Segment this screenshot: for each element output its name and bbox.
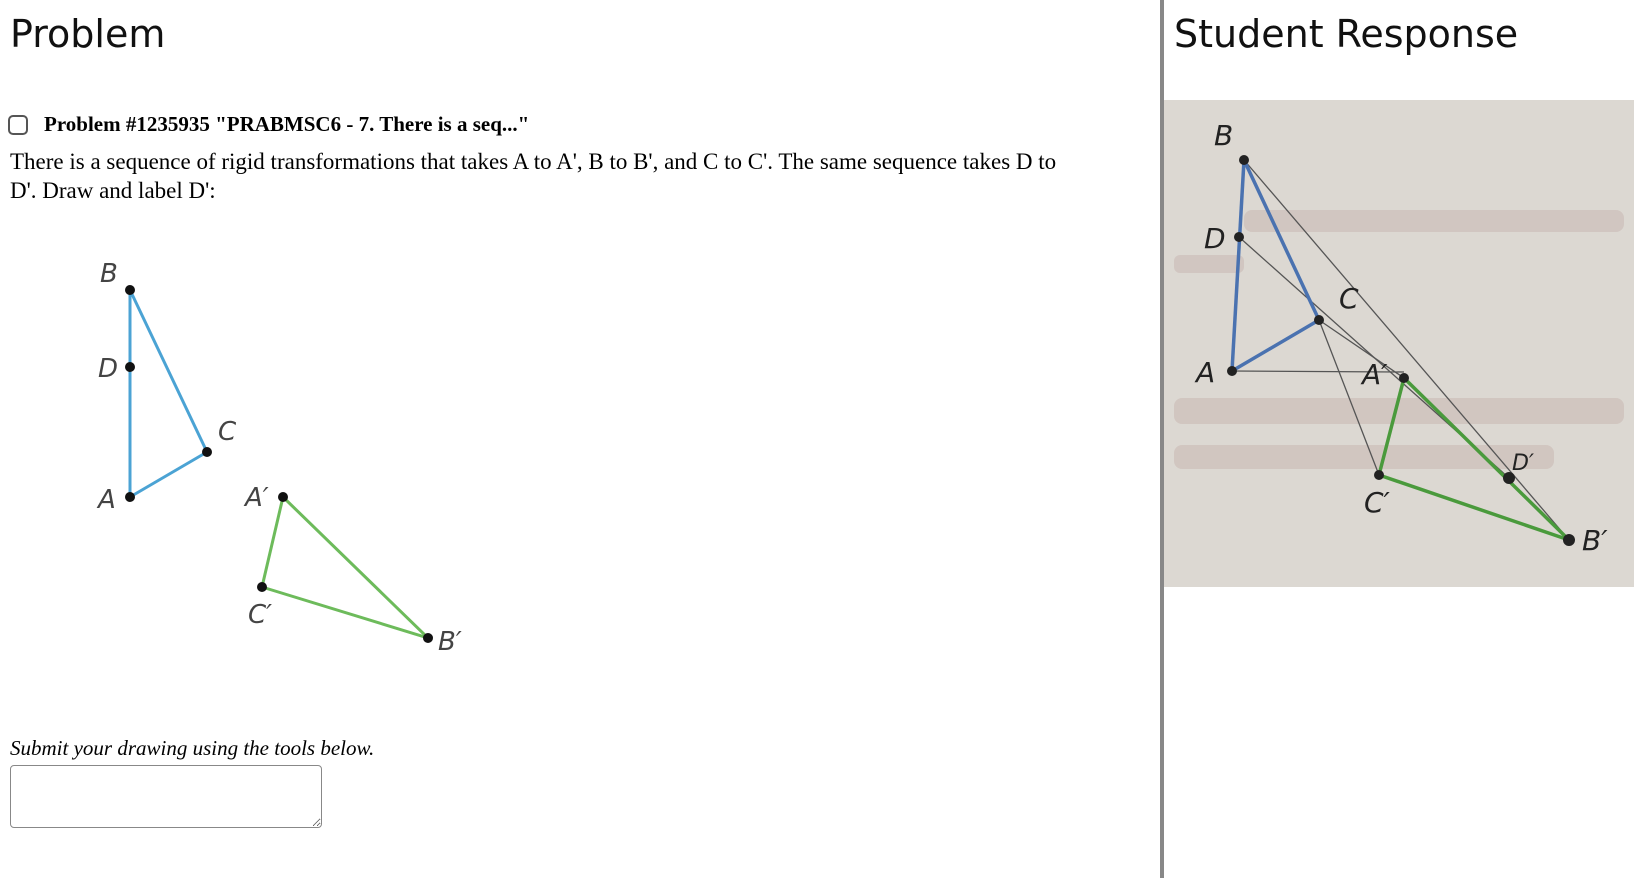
triangles-diagram (0, 230, 520, 680)
label-b-prime: B′ (438, 627, 462, 657)
label-b: B (100, 259, 118, 289)
photo-label-c: C (1339, 282, 1359, 315)
problem-select-checkbox[interactable] (8, 115, 28, 135)
photo-label-d: D (1204, 222, 1226, 255)
photo-label-c-prime: C′ (1364, 486, 1390, 519)
photo-label-d-prime: D′ (1512, 451, 1534, 476)
label-c-prime: C′ (248, 600, 273, 630)
problem-title: Problem #1235935 "PRABMSC6 - 7. There is a seq..." (44, 112, 530, 136)
drawing-input[interactable] (10, 765, 322, 828)
submit-instruction: Submit your drawing using the tools below. (10, 736, 375, 760)
point-c (202, 447, 212, 457)
student-response-title: Student Response (1174, 12, 1519, 56)
point-a (125, 492, 135, 502)
photo-label-a-prime: A′ (1362, 358, 1388, 391)
student-drawing (1164, 100, 1634, 587)
student-response-panel (1164, 0, 1652, 878)
problem-figure (0, 230, 520, 680)
segment-bc (130, 290, 207, 452)
label-d: D (98, 354, 119, 384)
photo-label-b-prime: B′ (1582, 524, 1608, 557)
label-a-prime: A′ (245, 483, 269, 513)
student-response-photo (1164, 100, 1634, 587)
point-b-prime (423, 633, 433, 643)
label-a: A (98, 485, 116, 515)
label-c: C (218, 417, 237, 447)
point-c-prime (257, 582, 267, 592)
segment-ac (130, 452, 207, 497)
point-d (125, 362, 135, 372)
problem-header (8, 112, 529, 137)
photo-label-b: B (1214, 119, 1234, 152)
problem-panel-title: Problem (10, 12, 166, 56)
problem-statement: There is a sequence of rigid transformations that takes A to A', B to B', and C to C'. The same sequence takes D to D'. Draw and label D': (10, 149, 1057, 203)
point-b (125, 285, 135, 295)
photo-label-a: A (1196, 356, 1216, 389)
point-a-prime (278, 492, 288, 502)
